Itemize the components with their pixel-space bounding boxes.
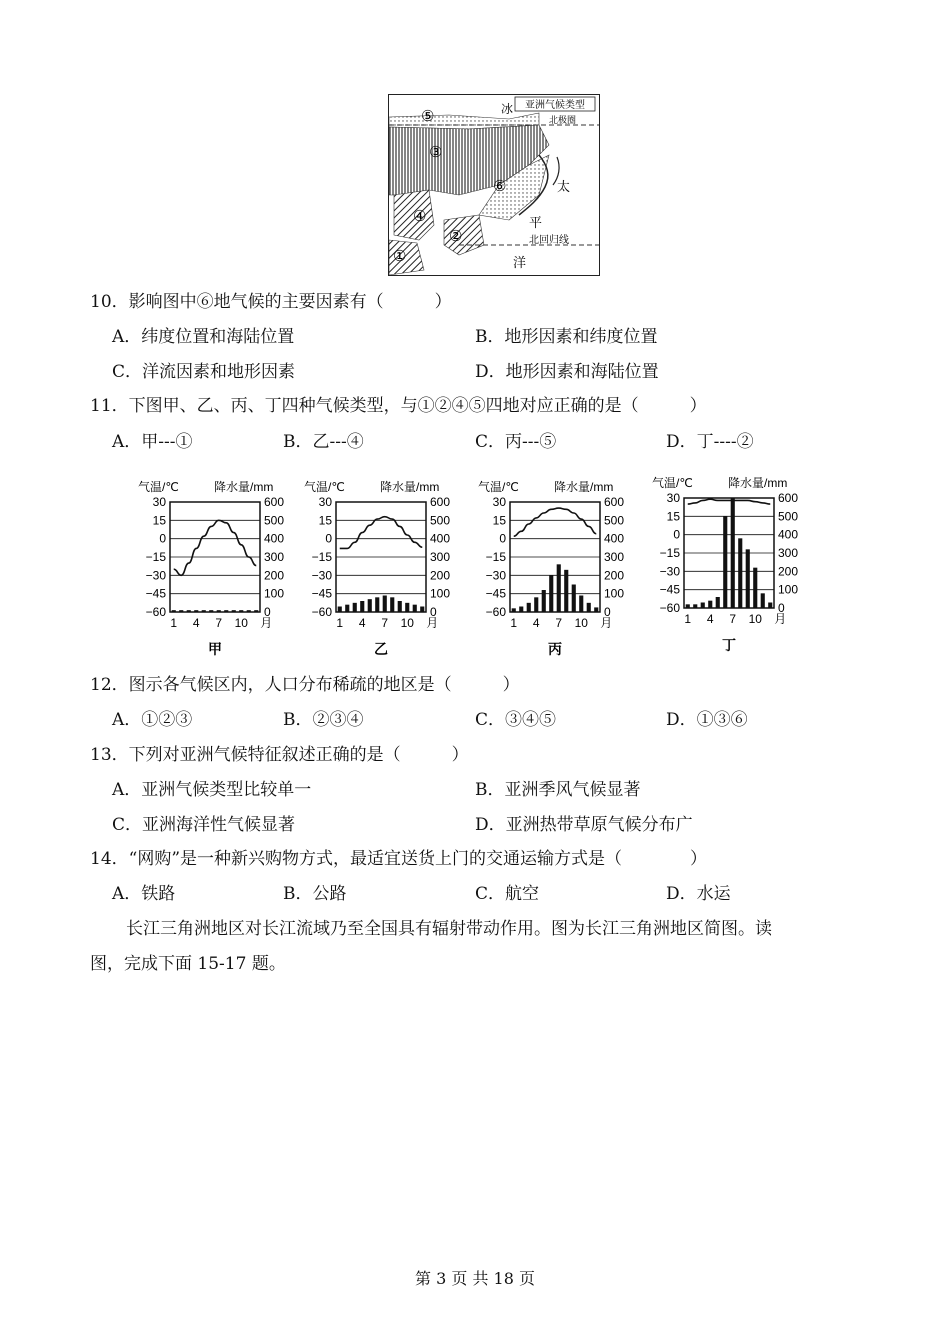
q12-option-a: A．①②③	[112, 710, 193, 730]
map-graphic	[389, 95, 599, 275]
precip-tick-label: 100	[604, 586, 625, 601]
precip-bar	[224, 610, 228, 612]
month-tick-label: 7	[729, 612, 737, 626]
temp-tick-label: −30	[485, 568, 506, 583]
precip-bar	[527, 603, 531, 612]
chart-bing-svg	[470, 478, 640, 658]
q10-option-b: B．地形因素和纬度位置	[475, 327, 658, 347]
chart-yi-svg	[296, 478, 466, 658]
temp-tick-label: 15	[666, 509, 680, 524]
temp-tick-label: 0	[159, 531, 166, 546]
precip-bar	[217, 610, 221, 612]
temp-tick-label: 0	[499, 531, 506, 546]
precip-bar	[360, 601, 364, 612]
temp-tick-label: 30	[666, 491, 680, 505]
precip-bar	[701, 603, 705, 609]
temp-tick-label: −60	[659, 601, 680, 615]
q12-option-b: B．②③④	[283, 710, 364, 730]
precip-tick-label: 0	[430, 605, 437, 619]
map-label-ping: 平	[529, 216, 543, 231]
precip-bar	[353, 603, 357, 612]
temp-tick-label: −15	[145, 550, 166, 564]
precip-bar	[209, 610, 213, 612]
precip-bar	[179, 610, 183, 612]
q14-stem: 14．“网购”是一种新兴购物方式，最适宜送货上门的交通运输方式是（ ）	[90, 849, 708, 869]
map-label-arctic: 北极圈	[549, 116, 577, 126]
precip-bar	[708, 601, 712, 608]
temp-axis-label: 气温/℃	[138, 480, 179, 494]
climate-chart-bing	[470, 478, 640, 662]
precip-bar	[693, 604, 697, 608]
temp-axis-label: 气温/℃	[478, 480, 519, 494]
precip-tick-label: 400	[778, 527, 799, 542]
precip-bar	[202, 610, 206, 612]
precip-tick-label: 400	[604, 531, 625, 546]
precip-tick-label: 600	[264, 495, 285, 509]
map-num-2: ②	[449, 227, 463, 245]
precip-tick-label: 200	[430, 568, 451, 583]
precip-bar	[172, 610, 176, 612]
temp-tick-label: −30	[311, 568, 332, 583]
precip-bar	[753, 568, 757, 608]
month-unit-label: 月	[600, 616, 613, 630]
month-tick-label: 7	[381, 616, 389, 630]
precip-tick-label: 500	[430, 513, 451, 528]
precip-bar	[723, 516, 727, 608]
month-tick-label: 10	[748, 612, 762, 626]
precip-bar	[686, 604, 690, 608]
q14-option-d: D．水运	[666, 884, 731, 904]
precip-bar	[239, 610, 243, 612]
precip-bar	[761, 593, 765, 608]
temp-tick-label: −60	[311, 605, 332, 619]
temp-tick-label: −45	[145, 586, 166, 601]
month-tick-label: 4	[532, 616, 540, 630]
q11-option-d: D．丁----②	[666, 432, 754, 452]
precip-bar	[338, 607, 342, 613]
map-label-yang: 洋	[513, 256, 527, 271]
q13-stem: 13．下列对亚洲气候特征叙述正确的是（ ）	[90, 745, 469, 765]
climate-chart-jia	[130, 478, 300, 662]
precip-bar	[572, 585, 576, 613]
temp-tick-label: 30	[152, 495, 166, 509]
precip-bar	[738, 538, 742, 608]
q11-option-c: C．丙---⑤	[475, 432, 557, 452]
map-num-5: ⑤	[421, 107, 435, 125]
precip-bar	[768, 603, 772, 609]
map-num-6: ⑥	[493, 177, 507, 195]
precip-bar	[512, 608, 516, 612]
map-title: 亚洲气候类型	[525, 100, 585, 111]
temp-tick-label: −45	[659, 582, 680, 597]
precip-tick-label: 300	[264, 550, 285, 564]
precip-bar	[542, 590, 546, 612]
precip-tick-label: 200	[778, 564, 799, 579]
q12-stem: 12．图示各气候区内，人口分布稀疏的地区是（ ）	[90, 675, 520, 695]
chart-caption: 丁	[722, 637, 736, 653]
precip-tick-label: 500	[778, 509, 799, 524]
month-tick-label: 10	[400, 616, 414, 630]
temp-tick-label: 0	[325, 531, 332, 546]
temp-tick-label: −45	[485, 586, 506, 601]
precip-bar	[564, 570, 568, 612]
month-unit-label: 月	[260, 616, 273, 630]
map-num-1: ①	[393, 247, 407, 265]
temp-axis-label: 气温/℃	[652, 476, 693, 490]
precip-tick-label: 600	[604, 495, 625, 509]
precip-bar	[557, 564, 561, 612]
precip-tick-label: 200	[264, 568, 285, 583]
climate-chart-ding	[644, 474, 819, 662]
precip-tick-label: 100	[430, 586, 451, 601]
precip-bar	[534, 597, 538, 612]
q11-option-b: B．乙---④	[283, 432, 364, 452]
precip-tick-label: 0	[264, 605, 271, 619]
month-tick-label: 10	[234, 616, 248, 630]
month-tick-label: 4	[706, 612, 714, 626]
passage-line-2: 图，完成下面 15-17 题。	[90, 954, 286, 974]
chart-jia-svg	[130, 478, 300, 658]
precip-tick-label: 0	[604, 605, 611, 619]
precip-tick-label: 400	[264, 531, 285, 546]
precip-bar	[405, 603, 409, 612]
month-tick-label: 7	[215, 616, 223, 630]
passage-line-1: 长江三角洲地区对长江流域乃至全国具有辐射带动作用。图为长江三角洲地区简图。读	[126, 919, 772, 939]
month-tick-label: 7	[555, 616, 563, 630]
precip-bar	[254, 610, 258, 612]
precip-bar	[375, 597, 379, 612]
chart-ding-svg	[644, 474, 819, 658]
precip-bar	[549, 575, 553, 612]
precip-bar	[398, 601, 402, 612]
q11-option-a: A．甲---①	[112, 432, 193, 452]
precip-bar	[420, 607, 424, 613]
precip-bar	[368, 599, 372, 612]
precip-bar	[519, 607, 523, 613]
q13-option-a: A．亚洲气候类型比较单一	[112, 780, 312, 800]
temp-axis-label: 气温/℃	[304, 480, 345, 494]
month-tick-label: 4	[192, 616, 200, 630]
temp-tick-label: −60	[485, 605, 506, 619]
precip-tick-label: 500	[604, 513, 625, 528]
q11-stem: 11．下图甲、乙、丙、丁四种气候类型，与①②④⑤四地对应正确的是（ ）	[90, 396, 707, 416]
month-tick-label: 1	[170, 616, 178, 630]
precip-tick-label: 400	[430, 531, 451, 546]
precip-tick-label: 300	[430, 550, 451, 564]
precip-bar	[194, 610, 198, 612]
temp-tick-label: 30	[318, 495, 332, 509]
q10-stem: 10．影响图中⑥地气候的主要因素有（ ）	[90, 292, 452, 312]
precip-bar	[247, 610, 251, 612]
map-label-tai: 太	[557, 180, 571, 195]
temp-tick-label: −15	[311, 550, 332, 564]
precip-axis-label: 降水量/mm	[554, 480, 614, 494]
precip-axis-label: 降水量/mm	[214, 480, 274, 494]
month-tick-label: 1	[684, 612, 692, 626]
precip-bar	[232, 610, 236, 612]
precip-bar	[716, 597, 720, 608]
chart-caption: 甲	[208, 641, 222, 657]
q12-option-c: C．③④⑤	[475, 710, 557, 730]
month-unit-label: 月	[426, 616, 439, 630]
temp-tick-label: −30	[659, 564, 680, 579]
temp-tick-label: −15	[485, 550, 506, 564]
map-label-ice: 冰	[501, 102, 514, 116]
q10-option-c: C．洋流因素和地形因素	[112, 362, 296, 382]
map-label-tropic: 北回归线	[529, 235, 569, 246]
precip-bar	[579, 596, 583, 613]
q13-option-c: C．亚洲海洋性气候显著	[112, 815, 296, 835]
temperature-curve	[514, 508, 597, 536]
temperature-curve	[688, 499, 771, 504]
map-num-3: ③	[429, 143, 443, 161]
month-tick-label: 10	[574, 616, 588, 630]
precip-bar	[731, 498, 735, 608]
precip-tick-label: 200	[604, 568, 625, 583]
temp-tick-label: 0	[673, 527, 680, 542]
precip-bar	[746, 549, 750, 608]
precip-bar	[187, 610, 191, 612]
temp-tick-label: −60	[145, 605, 166, 619]
temperature-curve	[174, 520, 257, 575]
temp-tick-label: −15	[659, 546, 680, 560]
q14-option-b: B．公路	[283, 884, 347, 904]
precip-tick-label: 600	[430, 495, 451, 509]
temp-tick-label: −30	[145, 568, 166, 583]
page-footer: 第 3 页 共 18 页	[415, 1269, 535, 1288]
temp-tick-label: 15	[492, 513, 506, 528]
q10-option-a: A．纬度位置和海陆位置	[112, 327, 295, 347]
precip-axis-label: 降水量/mm	[380, 480, 440, 494]
precip-bar	[594, 607, 598, 612]
temp-tick-label: −45	[311, 586, 332, 601]
precip-axis-label: 降水量/mm	[728, 476, 788, 490]
precip-bar	[587, 603, 591, 612]
precip-tick-label: 300	[604, 550, 625, 564]
precip-tick-label: 100	[264, 586, 285, 601]
precip-bar	[383, 596, 387, 613]
precip-bar	[413, 605, 417, 612]
q14-option-a: A．铁路	[112, 884, 176, 904]
map-num-4: ④	[413, 207, 427, 225]
month-tick-label: 1	[336, 616, 344, 630]
precip-tick-label: 100	[778, 582, 799, 597]
q13-option-b: B．亚洲季风气候显著	[475, 780, 641, 800]
chart-caption: 乙	[374, 641, 388, 657]
precip-tick-label: 300	[778, 546, 799, 560]
chart-caption: 丙	[548, 641, 562, 657]
precip-tick-label: 500	[264, 513, 285, 528]
q14-option-c: C．航空	[475, 884, 540, 904]
precip-bar	[345, 605, 349, 612]
q13-option-d: D．亚洲热带草原气候分布广	[475, 815, 693, 835]
asia-climate-map	[388, 94, 600, 276]
temp-tick-label: 15	[152, 513, 166, 528]
month-unit-label: 月	[774, 612, 787, 626]
temp-tick-label: 15	[318, 513, 332, 528]
precip-tick-label: 600	[778, 491, 799, 505]
month-tick-label: 1	[510, 616, 518, 630]
month-tick-label: 4	[358, 616, 366, 630]
precip-tick-label: 0	[778, 601, 785, 615]
temp-tick-label: 30	[492, 495, 506, 509]
temperature-curve	[340, 517, 423, 549]
climate-chart-yi	[296, 478, 466, 662]
q12-option-d: D．①③⑥	[666, 710, 748, 730]
q10-option-d: D．地形因素和海陆位置	[475, 362, 659, 382]
precip-bar	[390, 597, 394, 612]
